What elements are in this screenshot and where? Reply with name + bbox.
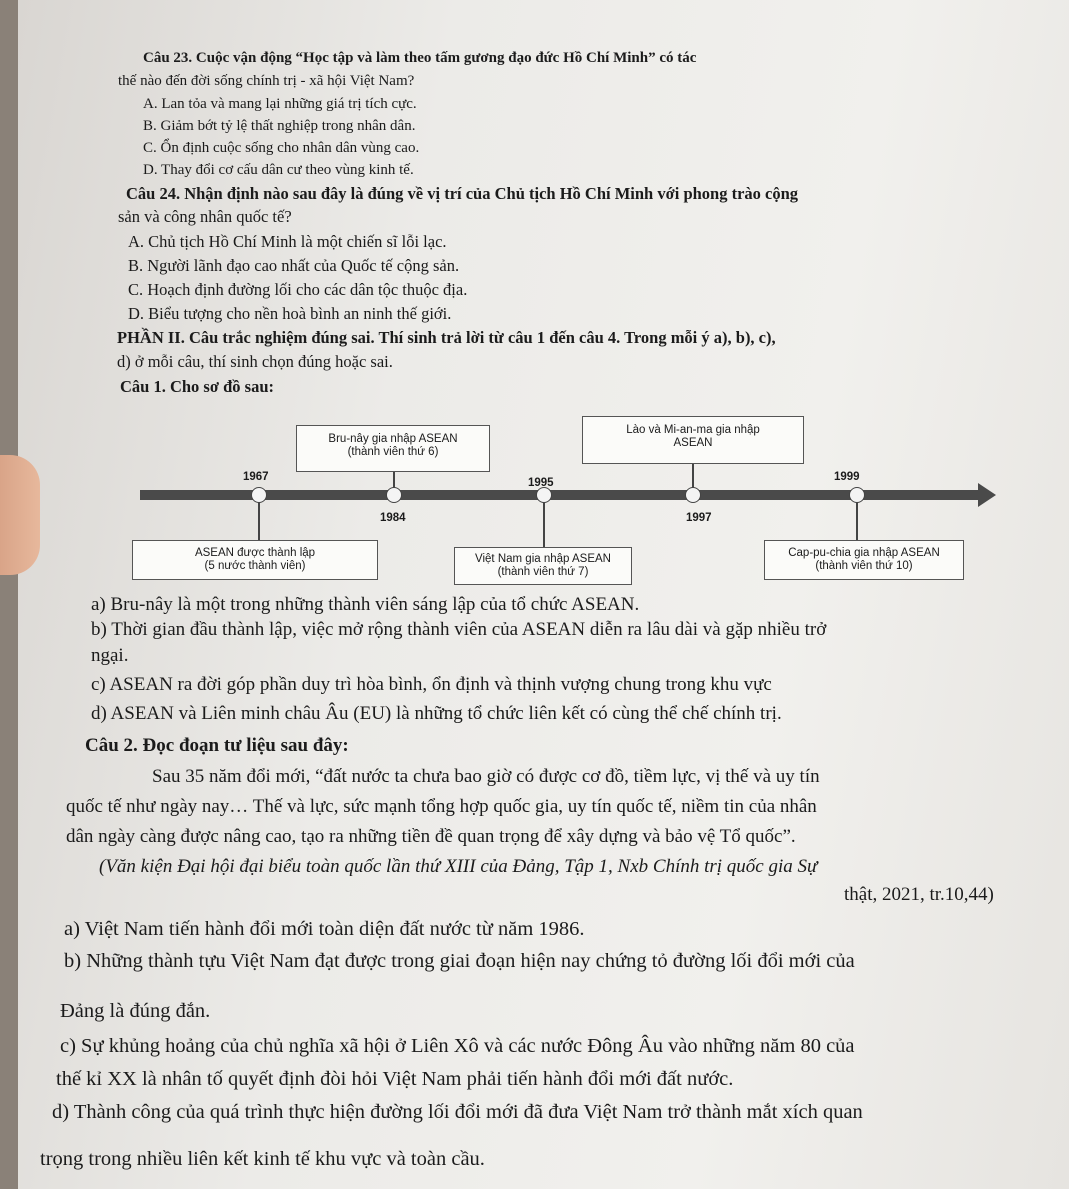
c1-statement-a: a) Bru-nây là một trong những thành viên sáng lập của tổ chức ASEAN.: [91, 594, 640, 615]
timeline-box-asean-founded-sub: (5 nước thành viên): [204, 560, 306, 572]
q23-option-c: C. Ổn định cuộc sống cho nhân dân vùng cao.: [143, 140, 420, 156]
timeline-marker-1999: [849, 487, 865, 503]
timeline-box-vietnam-sub: (thành viên thứ 7): [497, 566, 589, 578]
q24-option-c: C. Hoạch định đường lối cho các dân tộc thuộc địa.: [128, 280, 468, 299]
timeline-box-vietnam: [454, 547, 632, 585]
c2-statement-c-line2: thế kỉ XX là nhân tố quyết định đòi hỏi Việt Nam phải tiến hành đổi mới đất nước.: [56, 1068, 734, 1090]
part2-heading-line2: d) ở mỗi câu, thí sinh chọn đúng hoặc sai.: [117, 352, 393, 371]
c2-quote-line2: quốc tế như ngày nay… Thế và lực, sức mạnh tổng hợp quốc gia, uy tín quốc tế, niềm tin của nhân: [66, 796, 817, 817]
timeline-marker-1967: [251, 487, 267, 503]
q23-question-line1: Câu 23. Cuộc vận động “Học tập và làm theo tấm gương đạo đức Hồ Chí Minh” có tác: [143, 50, 697, 66]
timeline-marker-1995: [536, 487, 552, 503]
timeline-year-1999: 1999: [834, 471, 860, 483]
q24-option-d: D. Biểu tượng cho nền hoà bình an ninh thế giới.: [128, 304, 452, 323]
c2-quote-line1: Sau 35 năm đổi mới, “đất nước ta chưa bao giờ có được cơ đồ, tiềm lực, vị thế và uy tín: [152, 766, 820, 787]
c2-title: Câu 2. Đọc đoạn tư liệu sau đây:: [85, 735, 349, 756]
timeline-connector: [543, 500, 545, 548]
c2-statement-a: a) Việt Nam tiến hành đổi mới toàn diện đất nước từ năm 1986.: [64, 918, 585, 940]
c2-statement-c-line1: c) Sự khủng hoảng của chủ nghĩa xã hội ở Liên Xô và các nước Đông Âu vào những năm 80 của: [60, 1035, 855, 1057]
c2-source-line1: (Văn kiện Đại hội đại biểu toàn quốc lần thứ XIII của Đảng, Tập 1, Nxb Chính trị quốc gia Sự: [99, 856, 818, 877]
timeline-box-cambodia-title: Cap-pu-chia gia nhập ASEAN: [788, 547, 940, 559]
q23-option-a: A. Lan tỏa và mang lại những giá trị tích cực.: [143, 96, 417, 112]
q23-option-b: B. Giảm bớt tỷ lệ thất nghiệp trong nhân dân.: [143, 118, 416, 134]
c1-statement-d: d) ASEAN và Liên minh châu Âu (EU) là những tổ chức liên kết có cùng thể chế chính trị.: [91, 703, 782, 724]
timeline-arrow-head: [978, 483, 996, 507]
part2-heading-line1: PHẦN II. Câu trắc nghiệm đúng sai. Thí sinh trả lời từ câu 1 đến câu 4. Trong mỗi ý a), b), c),: [117, 328, 776, 347]
c1-statement-b-line1: b) Thời gian đầu thành lập, việc mở rộng thành viên của ASEAN diễn ra lâu dài và gặp nhiều trở: [91, 619, 827, 640]
c2-statement-d-line1: d) Thành công của quá trình thực hiện đường lối đổi mới đã đưa Việt Nam trở thành mắt xích quan: [52, 1101, 863, 1123]
timeline-box-brunei-sub: (thành viên thứ 6): [347, 446, 439, 458]
q24-question-line2: sản và công nhân quốc tế?: [118, 207, 292, 226]
timeline-box-asean-founded-title: ASEAN được thành lập: [194, 547, 316, 559]
timeline-box-laos-myanmar-sub: ASEAN: [673, 437, 713, 449]
c2-quote-line3: dân ngày càng được nâng cao, tạo ra những tiền đề quan trọng để xây dựng và bảo vệ Tổ quốc”.: [66, 826, 796, 847]
timeline-year-1997: 1997: [686, 512, 712, 524]
timeline-connector: [258, 500, 260, 540]
c1-statement-b-line2: ngại.: [91, 645, 129, 666]
c1-title: Câu 1. Cho sơ đồ sau:: [120, 377, 275, 396]
c2-statement-b-line1: b) Những thành tựu Việt Nam đạt được trong giai đoạn hiện nay chứng tỏ đường lối đổi mới của: [64, 950, 855, 972]
c2-source-line2: thật, 2021, tr.10,44): [844, 884, 994, 905]
timeline-box-brunei: [296, 425, 490, 472]
timeline-year-1995: 1995: [528, 477, 554, 489]
q23-option-d: D. Thay đổi cơ cấu dân cư theo vùng kinh tế.: [143, 162, 414, 178]
timeline-year-1967: 1967: [243, 471, 269, 483]
timeline-box-vietnam-title: Việt Nam gia nhập ASEAN: [475, 553, 611, 565]
c2-statement-b-line2: Đảng là đúng đắn.: [60, 1000, 211, 1022]
q24-question-line1: Câu 24. Nhận định nào sau đây là đúng về vị trí của Chủ tịch Hồ Chí Minh với phong trào cộng: [126, 184, 799, 203]
timeline-year-1984: 1984: [380, 512, 406, 524]
c1-statement-c: c) ASEAN ra đời góp phần duy trì hòa bình, ổn định và thịnh vượng chung trong khu vực: [91, 674, 772, 695]
timeline-marker-1984: [386, 487, 402, 503]
q23-question-line2: thế nào đến đời sống chính trị - xã hội Việt Nam?: [118, 73, 415, 89]
timeline-box-cambodia-sub: (thành viên thứ 10): [815, 560, 913, 572]
c2-statement-d-line2: trọng trong nhiều liên kết kinh tế khu vực và toàn cầu.: [40, 1148, 485, 1170]
q24-option-b: B. Người lãnh đạo cao nhất của Quốc tế cộng sản.: [128, 256, 460, 275]
q24-option-a: A. Chủ tịch Hồ Chí Minh là một chiến sĩ lỗi lạc.: [128, 232, 447, 251]
timeline-box-asean-founded: [132, 540, 378, 580]
timeline-marker-1997: [685, 487, 701, 503]
timeline-box-laos-myanmar-title: Lào và Mi-an-ma gia nhập: [626, 424, 760, 436]
timeline-box-laos-myanmar: [582, 416, 804, 464]
timeline-connector: [856, 500, 858, 540]
timeline-box-brunei-title: Bru-nây gia nhập ASEAN: [328, 433, 458, 445]
thumb-photo-edge: [0, 455, 40, 575]
timeline-box-cambodia: [764, 540, 964, 580]
